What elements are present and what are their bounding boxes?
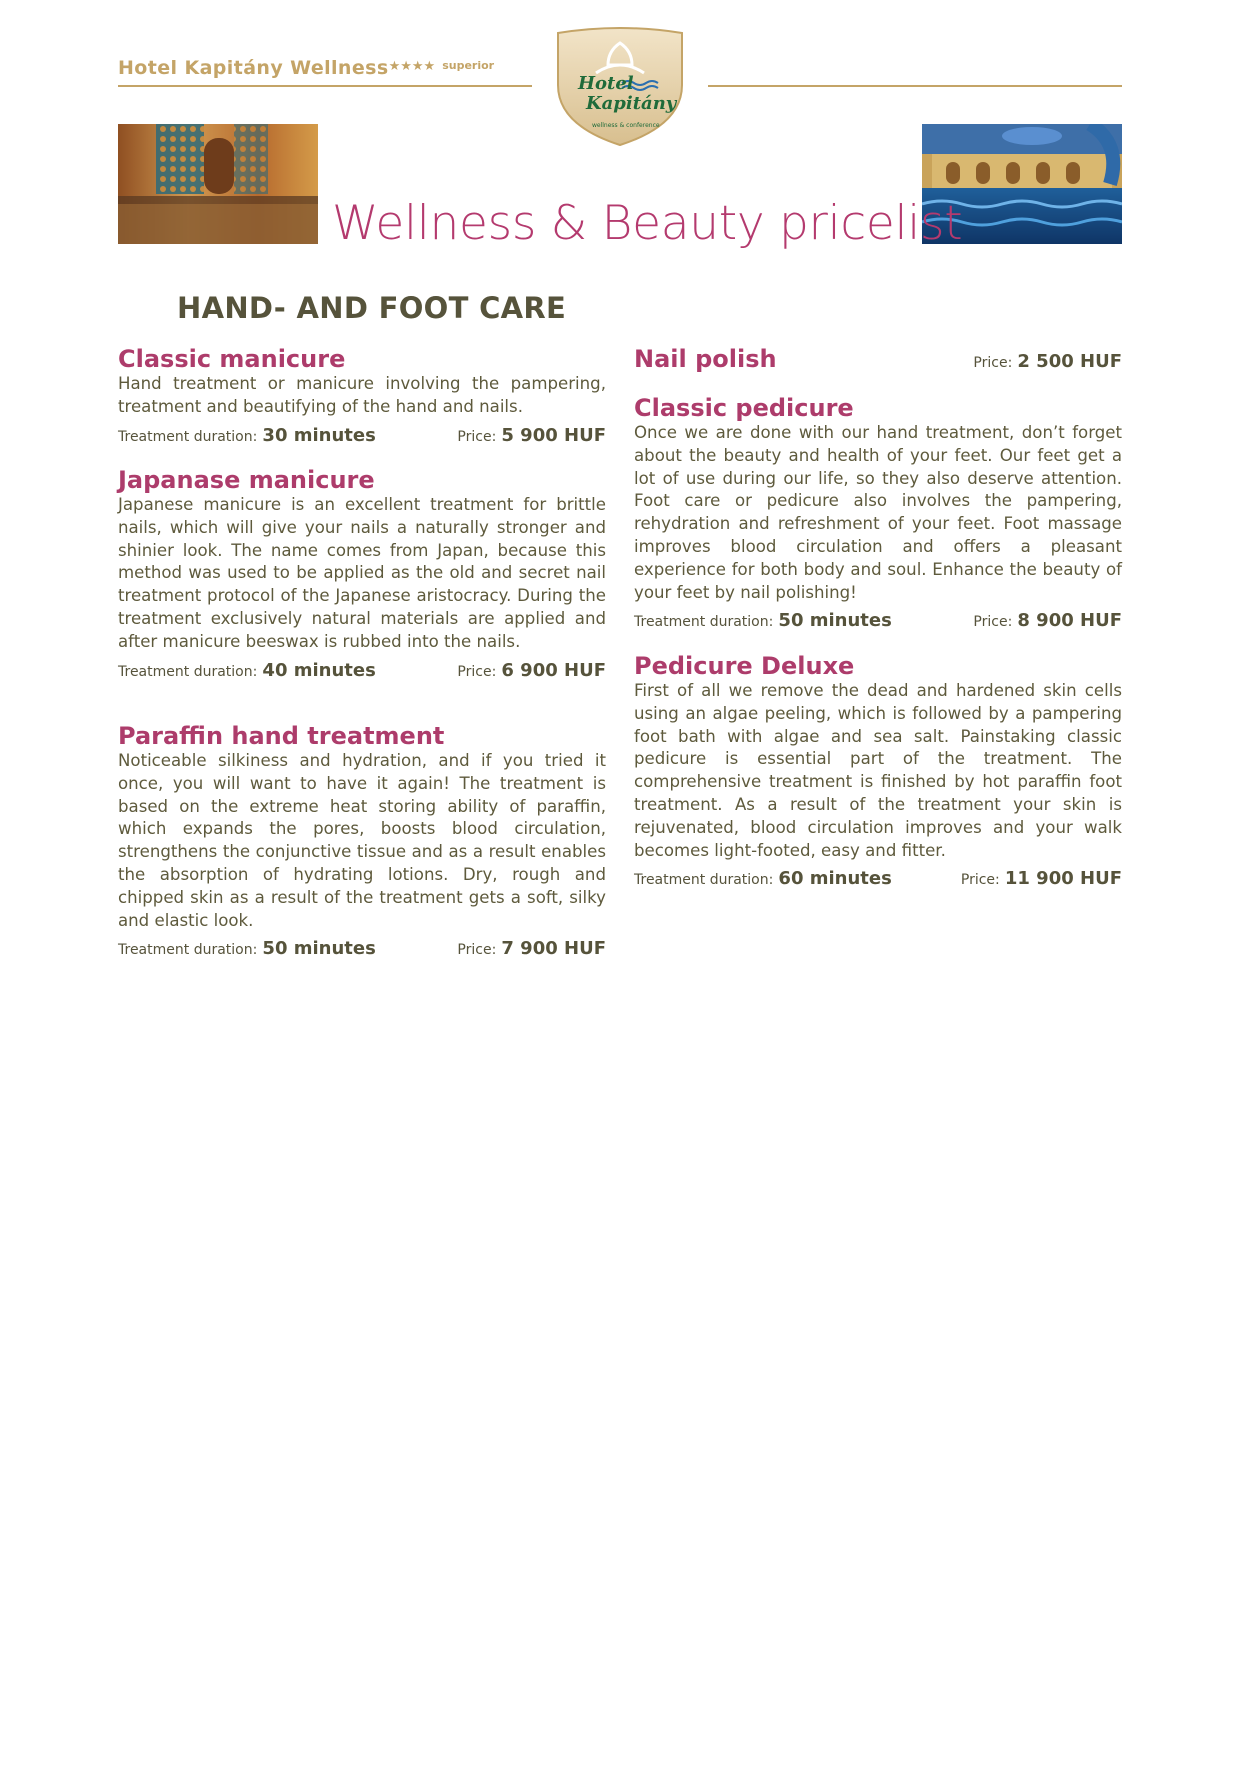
section-title: HAND- AND FOOT CARE: [177, 291, 567, 325]
page-title: Wellness & Beauty pricelist: [332, 196, 963, 251]
service-duration: Treatment duration: 40 minutes: [118, 659, 376, 681]
header-rule-right: [708, 85, 1122, 87]
service-price: Price: 8 900 HUF: [973, 610, 1122, 632]
service-meta: [634, 606, 1122, 634]
spa-photo-left: [118, 124, 318, 244]
service-duration: Treatment duration: 50 minutes: [118, 938, 376, 960]
service-meta: [118, 934, 606, 962]
service-classic-pedicure: [634, 394, 1122, 634]
service-description: First of all we remove the dead and hardened skin cells using an algae peeling, which is followed by a pampering foot bath with algae and sea salt. Painstaking classic pedicure is essential part of the treatment. The comprehensive treatment is finished by hot paraffin foot treatment. As a result of the treatment your skin is rejuvenated, blood circulation improves and your walk becomes light-footed, easy and fitter.: [634, 681, 1122, 860]
service-duration: Treatment duration: 30 minutes: [118, 424, 376, 446]
hotel-superior: superior: [442, 59, 495, 72]
service-nail-polish: [634, 345, 1122, 377]
service-meta: [634, 864, 1122, 892]
service-duration: Treatment duration: 50 minutes: [634, 610, 892, 632]
service-description: Japanese manicure is an excellent treatment for brittle nails, which will give your nails a naturally stronger and shinier look. The name comes from Japan, because this method was used to be applied as the old and secret nail treatment protocol of the Japanese aristocracy. During the treatment exclusively natural materials are applied and after manicure beeswax is rubbed into the nails.: [118, 495, 606, 651]
service-description: Hand treatment or manicure involving the pampering, treatment and beautifying of the hand and nails.: [118, 374, 606, 416]
service-name: Classic pedicure: [634, 394, 854, 422]
service-meta: [118, 421, 606, 449]
service-meta: [118, 656, 606, 684]
logo-text-hotel: Hotel: [578, 73, 634, 94]
service-description: Noticeable silkiness and hydration, and if you tried it once, you will want to have it again! The treatment is based on the extreme heat storing ability of paraffin, which expands the pores, boosts blood circulation, strengthens the conjunctive tissue and as a result enables the absorption of hydrating lotions. Dry, rough and chipped skin as a result of the treatment gets a soft, silky and elastic look.: [118, 751, 606, 930]
service-duration: Treatment duration: 60 minutes: [634, 868, 892, 890]
hotel-name-text: Hotel Kapitány Wellness: [118, 57, 389, 79]
service-name: Japanase manicure: [118, 466, 375, 494]
service-name: Nail polish: [634, 345, 777, 373]
header-rule-left: [118, 85, 532, 87]
logo-tagline: wellness & conference: [592, 122, 660, 129]
hotel-logo-shield: [552, 27, 688, 149]
service-description: Once we are done with our hand treatment, don’t forget about the beauty and health of your feet. Our feet get a lot of use during our life, so they also deserve attention. Foot care or pedicure also involves the pampering, rehydration and refreshment of your feet. Foot massage improves blood circulation and offers a pleasant experience for both body and soul. Enhance the beauty of your feet by nail polishing!: [634, 423, 1122, 602]
service-price: Price: 5 900 HUF: [457, 424, 606, 446]
service-price: Price: 7 900 HUF: [457, 938, 606, 960]
service-name: Classic manicure: [118, 345, 346, 373]
service-pedicure-deluxe: [634, 652, 1122, 892]
service-price: Price: 2 500 HUF: [973, 351, 1122, 372]
hotel-name: [118, 57, 494, 79]
logo-text-kapitany: Kapitány: [586, 93, 677, 114]
service-price: Price: 11 900 HUF: [960, 868, 1122, 890]
service-japanese-manicure: [118, 466, 606, 684]
service-price: Price: 6 900 HUF: [457, 659, 606, 681]
service-classic-manicure: [118, 345, 606, 449]
hotel-stars: ★★★★: [388, 59, 436, 74]
service-name: Pedicure Deluxe: [634, 652, 855, 680]
service-paraffin-hand: [118, 722, 606, 962]
service-name: Paraffin hand treatment: [118, 722, 445, 750]
